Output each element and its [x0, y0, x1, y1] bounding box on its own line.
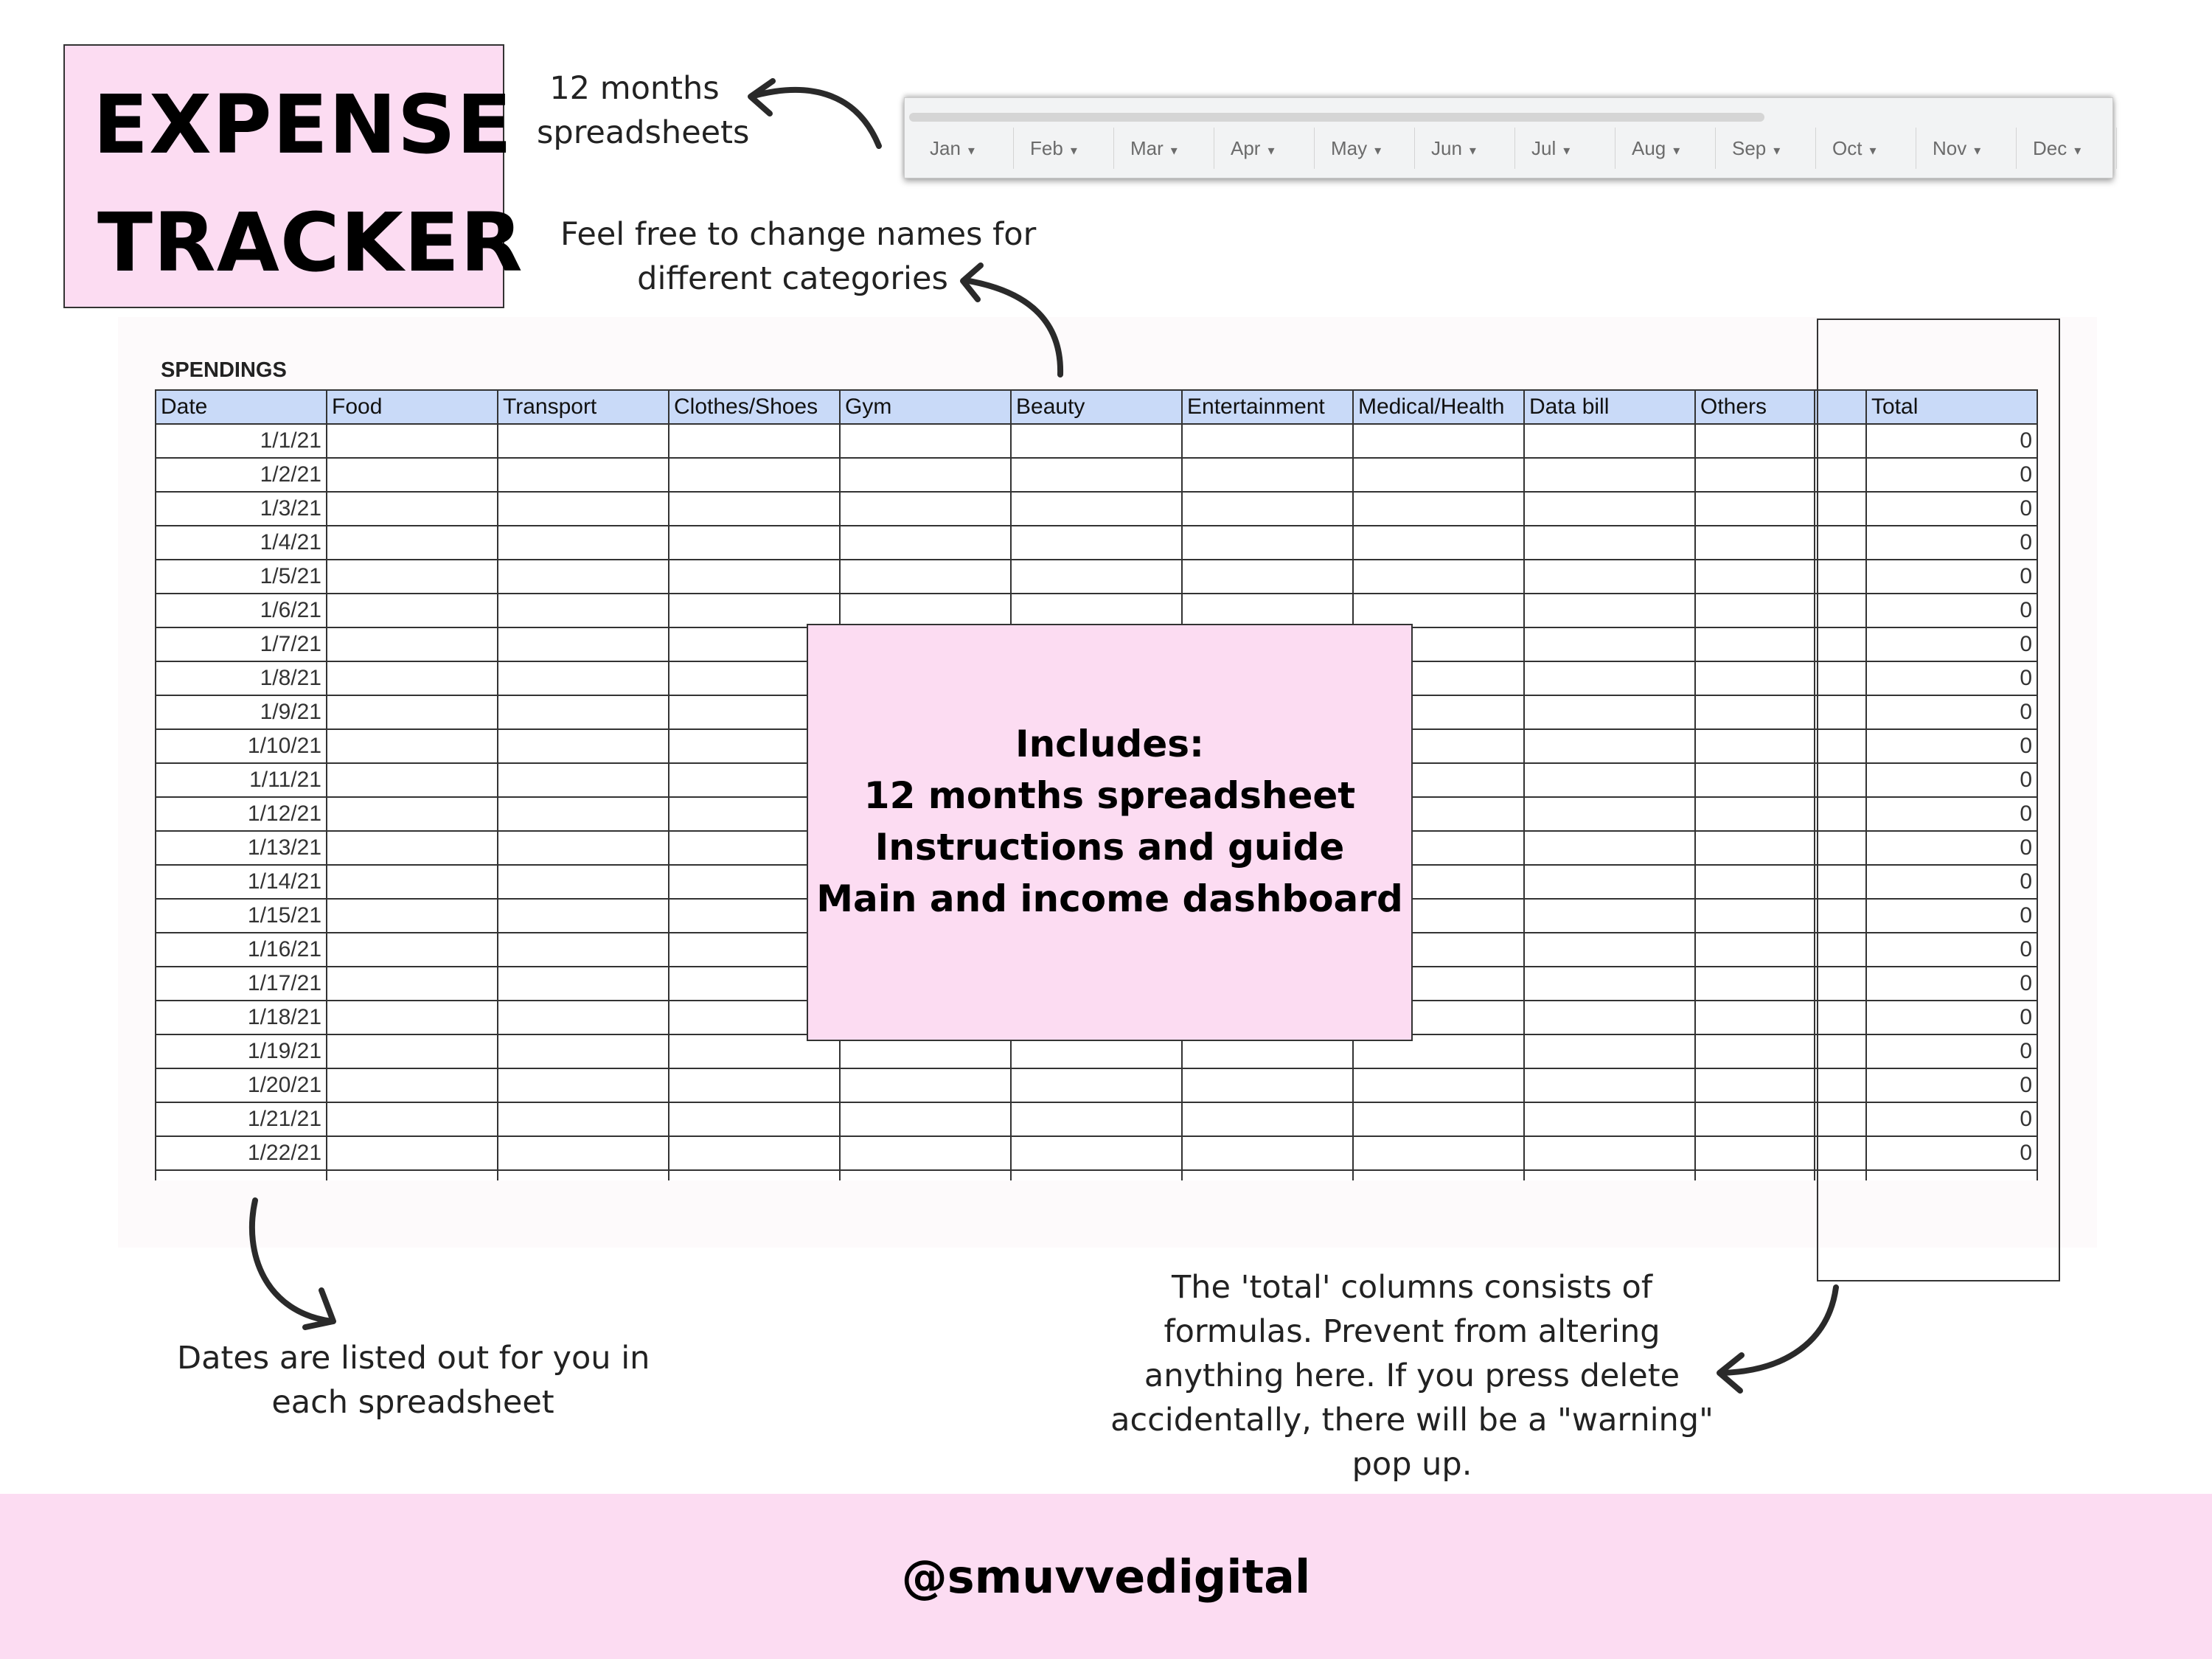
- tab-label: Feb: [1030, 137, 1063, 159]
- categories-annotation-line-2: different categories: [637, 260, 948, 297]
- total-cell[interactable]: 0: [1866, 695, 2037, 729]
- total-cell[interactable]: 0: [1866, 1068, 2037, 1102]
- tab-label: Nov: [1933, 137, 1967, 159]
- total-annotation-line-5: pop up.: [1352, 1446, 1472, 1483]
- chevron-down-icon: ▾: [1869, 143, 1877, 158]
- total-cell[interactable]: 0: [1866, 1136, 2037, 1170]
- date-cell[interactable]: 1/20/21: [156, 1068, 327, 1102]
- chevron-down-icon: ▾: [1170, 143, 1178, 158]
- total-cell[interactable]: 0: [1866, 458, 2037, 492]
- footer-bar: [0, 1494, 2212, 1659]
- column-header[interactable]: Gym: [840, 390, 1011, 424]
- arrow-to-tabs: [754, 90, 879, 146]
- tab-label: Dec: [2033, 137, 2067, 159]
- total-cell[interactable]: 0: [1866, 526, 2037, 560]
- chevron-down-icon: ▾: [1070, 143, 1077, 158]
- date-cell[interactable]: 1/19/21: [156, 1034, 327, 1068]
- chevron-down-icon: ▾: [1374, 143, 1382, 158]
- date-cell[interactable]: 1/8/21: [156, 661, 327, 695]
- total-annotation-line-3: anything here. If you press delete: [1144, 1357, 1680, 1394]
- column-header[interactable]: Date: [156, 390, 327, 424]
- categories-annotation-line-1: Feel free to change names for: [560, 216, 1037, 253]
- dates-annotation-line-1: Dates are listed out for you in: [177, 1340, 650, 1377]
- column-header[interactable]: Transport: [498, 390, 669, 424]
- includes-item-dashboard: Main and income dashboard: [816, 877, 1403, 920]
- total-cell[interactable]: 0: [1866, 831, 2037, 865]
- date-cell[interactable]: 1/18/21: [156, 1001, 327, 1034]
- total-cell[interactable]: 0: [1866, 594, 2037, 627]
- title-line-1: EXPENSE: [93, 77, 513, 172]
- tab-label: Sep: [1732, 137, 1767, 159]
- total-cell[interactable]: 0: [1866, 797, 2037, 831]
- date-cell[interactable]: 1/6/21: [156, 594, 327, 627]
- column-header[interactable]: Entertainment: [1182, 390, 1353, 424]
- total-cell[interactable]: 0: [1866, 560, 2037, 594]
- total-annotation-line-2: formulas. Prevent from altering: [1164, 1313, 1660, 1350]
- arrow-to-tabs-head: [751, 81, 773, 114]
- total-cell[interactable]: 0: [1866, 1001, 2037, 1034]
- chevron-down-icon: ▾: [1563, 143, 1571, 158]
- total-cell[interactable]: 0: [1866, 1034, 2037, 1068]
- footer-handle[interactable]: @smuvvedigital: [901, 1550, 1311, 1604]
- chevron-down-icon: ▾: [967, 143, 975, 158]
- chevron-down-icon: ▾: [2074, 143, 2081, 158]
- date-cell[interactable]: 1/22/21: [156, 1136, 327, 1170]
- column-header[interactable]: Beauty: [1011, 390, 1182, 424]
- tab-label: Jun: [1431, 137, 1462, 159]
- tab-label: Jul: [1531, 137, 1557, 159]
- chevron-down-icon: ▾: [1974, 143, 1981, 158]
- date-cell[interactable]: 1/3/21: [156, 492, 327, 526]
- total-cell[interactable]: 0: [1866, 865, 2037, 899]
- chevron-down-icon: ▾: [1773, 143, 1781, 158]
- total-cell[interactable]: 0: [1866, 492, 2037, 526]
- total-cell[interactable]: 0: [1866, 627, 2037, 661]
- includes-item-spreadsheet: 12 months spreadsheet: [863, 774, 1356, 817]
- date-cell[interactable]: 1/14/21: [156, 865, 327, 899]
- dates-annotation-line-2: each spreadsheet: [271, 1384, 554, 1421]
- date-cell[interactable]: 1/12/21: [156, 797, 327, 831]
- column-header[interactable]: Food: [327, 390, 498, 424]
- total-cell[interactable]: 0: [1866, 1102, 2037, 1136]
- total-cell[interactable]: 0: [1866, 933, 2037, 967]
- months-annotation-line-2: spreadsheets: [537, 114, 750, 151]
- tab-label: May: [1331, 137, 1368, 159]
- column-header[interactable]: Medical/Health: [1353, 390, 1524, 424]
- column-header[interactable]: Total: [1866, 390, 2037, 424]
- tab-label: Mar: [1130, 137, 1164, 159]
- date-cell[interactable]: 1/1/21: [156, 424, 327, 458]
- date-cell[interactable]: 1/2/21: [156, 458, 327, 492]
- total-annotation-line-4: accidentally, there will be a "warning": [1110, 1402, 1714, 1439]
- title-line-2: TRACKER: [97, 195, 524, 290]
- total-cell[interactable]: 0: [1866, 967, 2037, 1001]
- date-cell[interactable]: 1/5/21: [156, 560, 327, 594]
- months-annotation-line-1: 12 months: [549, 70, 720, 107]
- date-cell[interactable]: 1/21/21: [156, 1102, 327, 1136]
- total-cell[interactable]: 0: [1866, 899, 2037, 933]
- column-header[interactable]: Others: [1695, 390, 1815, 424]
- tab-label: Jan: [930, 137, 961, 159]
- total-cell[interactable]: 0: [1866, 729, 2037, 763]
- date-cell[interactable]: 1/13/21: [156, 831, 327, 865]
- arrow-to-dates: [252, 1200, 332, 1321]
- date-cell[interactable]: 1/15/21: [156, 899, 327, 933]
- date-cell[interactable]: 1/16/21: [156, 933, 327, 967]
- column-header[interactable]: Clothes/Shoes: [669, 390, 840, 424]
- date-cell[interactable]: 1/17/21: [156, 967, 327, 1001]
- sheet-label: SPENDINGS: [161, 358, 287, 382]
- date-cell[interactable]: 1/4/21: [156, 526, 327, 560]
- includes-item-guide: Instructions and guide: [874, 826, 1345, 869]
- tab-label: Apr: [1231, 137, 1261, 159]
- total-annotation-line-1: The 'total' columns consists of: [1172, 1269, 1652, 1306]
- chevron-down-icon: ▾: [1267, 143, 1275, 158]
- column-header[interactable]: Data bill: [1524, 390, 1695, 424]
- date-cell[interactable]: 1/10/21: [156, 729, 327, 763]
- date-cell[interactable]: 1/7/21: [156, 627, 327, 661]
- chevron-down-icon: ▾: [1673, 143, 1680, 158]
- date-cell[interactable]: 1/11/21: [156, 763, 327, 797]
- tab-label: Aug: [1632, 137, 1666, 159]
- total-cell[interactable]: 0: [1866, 763, 2037, 797]
- arrow-to-dates-head: [305, 1290, 333, 1327]
- includes-heading: Includes:: [1015, 723, 1205, 765]
- tab-label: Oct: [1832, 137, 1863, 159]
- arrow-to-headers: [964, 280, 1060, 375]
- date-cell[interactable]: 1/9/21: [156, 695, 327, 729]
- chevron-down-icon: ▾: [1469, 143, 1476, 158]
- total-cell[interactable]: 0: [1866, 661, 2037, 695]
- total-cell[interactable]: 0: [1866, 424, 2037, 458]
